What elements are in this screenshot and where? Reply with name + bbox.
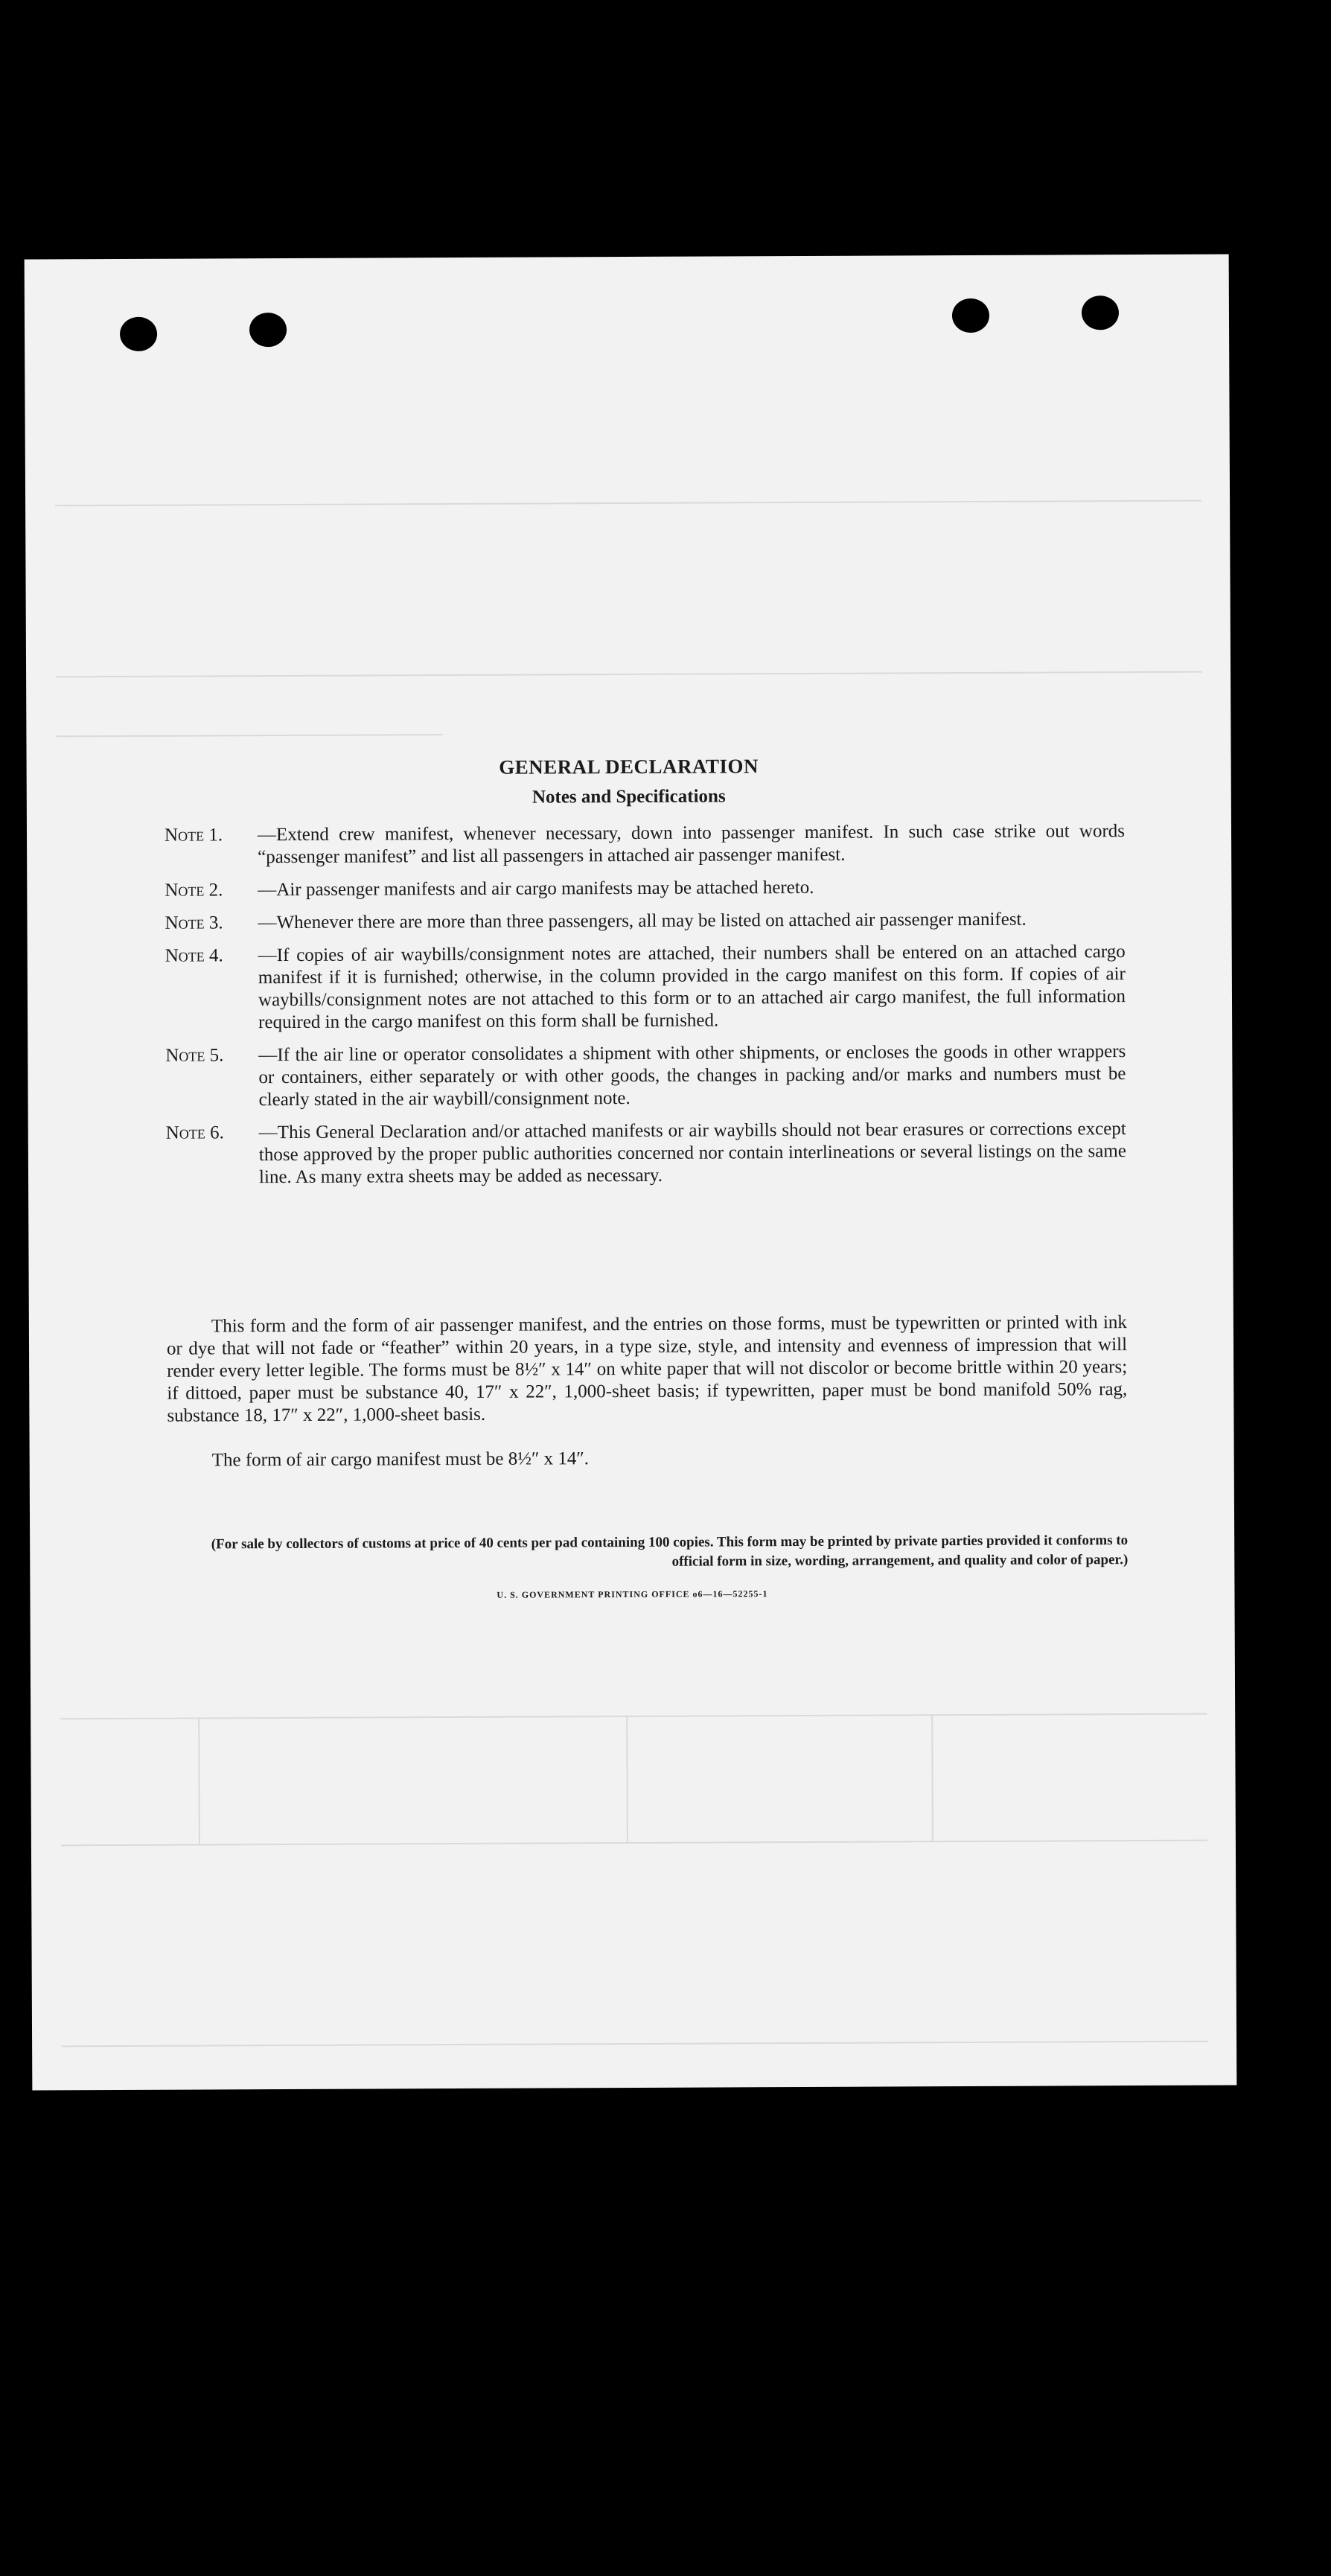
note-text: —If copies of air waybills/consignment notes are attached, their numbers shall be entered on an attached cargo manifest if it is furnished; otherwise, in the column provided in the cargo manifest on this form. If copies of air waybills/consignment notes are not attached to this form or to an attached air cargo manifest, the full information required in the cargo manifest on this form shall be furnished. [258, 942, 1126, 1033]
form-specification-paragraph: This form and the form of air passenger manifest, and the entries on those forms, must be typewritten or printed with ink or dye that will not fade or “feather” within 20 years, in a type size, style, and intensity and evenness of impression that will render every letter legible. The forms must be 8½″ x 14″ on white paper that will not discolor or become brittle within 20 years; if dittoed, paper must be substance 40, 17″ x 22″, 1,000-sheet basis; if typewritten, paper must be bond manifold 50% rag, substance 18, 17″ x 22″, 1,000-sheet basis. [166, 1312, 1128, 1426]
note-label: Note 1. [164, 825, 223, 846]
note-item [165, 1041, 1126, 1112]
note-item [166, 1118, 1126, 1189]
note-text: —Extend crew manifest, whenever necessary, down into passenger manifest. In such case strike out words “passenger manifest” and list all passengers in attached air passenger manifest. [257, 821, 1126, 868]
note-label: Note 6. [165, 1122, 224, 1143]
note-label: Note 4. [165, 945, 223, 966]
note-item [165, 908, 1125, 935]
note-label: Note 5. [165, 1045, 224, 1066]
document-page [25, 254, 1237, 2090]
note-text: —This General Declaration and/or attached manifests or air waybills should not bear erasures or corrections except those approved by the proper public authorities concerned nor contain interlineations or several listings on the same line. As many extra sheets may be added as necessary. [258, 1119, 1126, 1188]
notes-list [165, 820, 1126, 1200]
page-subtitle: Notes and Specifications [532, 786, 726, 808]
note-item [165, 941, 1126, 1035]
note-text: —Whenever there are more than three passengers, all may be listed on attached air passenger manifest. [258, 909, 1027, 933]
note-item [165, 820, 1125, 869]
printing-office-line: U. S. GOVERNMENT PRINTING OFFICE o6—16—52255-1 [497, 1588, 768, 1600]
declaration-notes [25, 254, 1237, 2090]
sale-note: (For sale by collectors of customs at price of 40 cents per pad containing 100 copies. This form may be printed by private parties provided it conforms to official form in size, wording, arrangement, and quality and color of paper.) [211, 1533, 1129, 1570]
note-label: Note 2. [165, 880, 223, 901]
cargo-manifest-size-line: The form of air cargo manifest must be 8½″ x 14″. [211, 1448, 590, 1471]
page-title: GENERAL DECLARATION [499, 755, 759, 779]
note-text: —Air passenger manifests and air cargo manifests may be attached hereto. [258, 877, 814, 901]
note-label: Note 3. [165, 913, 223, 933]
note-text: —If the air line or operator consolidates a shipment with other shipments, or encloses the goods in other wrappers or containers, either separately or with other goods, the changes in packing and/or marks and numbers must be clearly stated in the air waybill/consignment note. [258, 1041, 1126, 1110]
note-item [165, 875, 1125, 902]
